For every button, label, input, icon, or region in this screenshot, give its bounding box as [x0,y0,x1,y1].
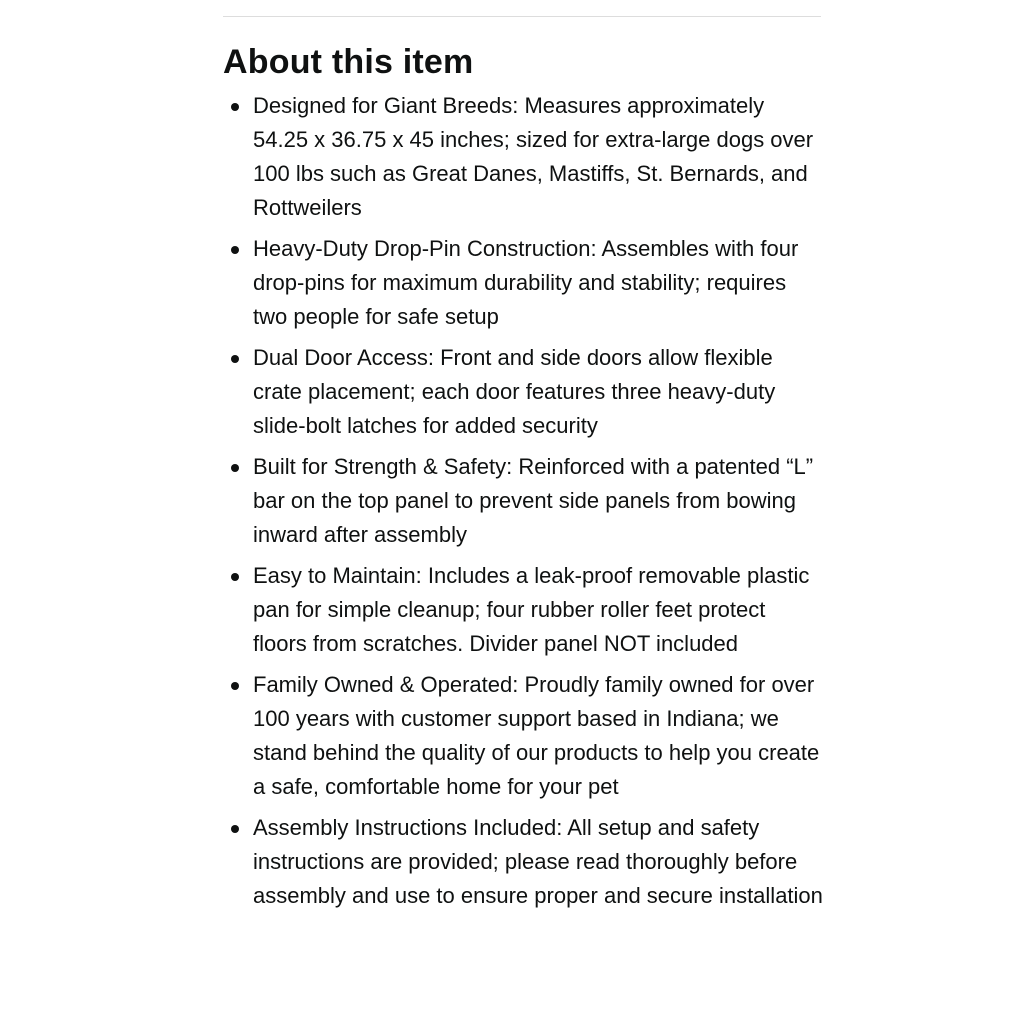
about-this-item-section [223,38,823,920]
feature-bullet-text: Family Owned & Operated: Proudly family owned for over 100 years with customer support based in Indiana; we stand behind the quality of our products to help you create a safe, comfortable home for your pet [253,672,820,799]
feature-bullet-text: Built for Strength & Safety: Reinforced with a patented “L” bar on the top panel to prevent side panels from bowing inward after assembly [253,454,814,547]
bullet-dot-icon [231,682,239,690]
bullet-dot-icon [231,573,239,581]
bullet-dot-icon [231,825,239,833]
feature-bullet [223,811,823,913]
feature-bullet-text: Heavy-Duty Drop-Pin Construction: Assembles with four drop-pins for maximum durability and stability; requires two people for safe setup [253,236,799,329]
section-divider [223,16,821,17]
bullet-dot-icon [231,464,239,472]
feature-bullet [223,341,823,443]
feature-bullet-text: Designed for Giant Breeds: Measures approximately 54.25 x 36.75 x 45 inches; sized for extra-large dogs over 100 lbs such as Great Danes, Mastiffs, St. Bernards, and Rottweilers [253,93,814,220]
feature-bullet-text: Assembly Instructions Included: All setup and safety instructions are provided; please read thoroughly before assembly and use to ensure proper and secure installation [253,815,823,908]
feature-bullet [223,450,823,552]
feature-bullet [223,668,823,804]
feature-bullet-text: Dual Door Access: Front and side doors allow flexible crate placement; each door features three heavy-duty slide-bolt latches for added security [253,345,776,438]
feature-bullet [223,232,823,334]
bullet-dot-icon [231,355,239,363]
bullet-dot-icon [231,246,239,254]
feature-bullet-text: Easy to Maintain: Includes a leak-proof removable plastic pan for simple cleanup; four rubber roller feet protect floors from scratches. Divider panel NOT included [253,563,810,656]
bullet-dot-icon [231,103,239,111]
feature-bullet [223,89,823,225]
feature-bullet-list [223,89,823,913]
feature-bullet [223,559,823,661]
section-title: About this item [223,43,474,81]
